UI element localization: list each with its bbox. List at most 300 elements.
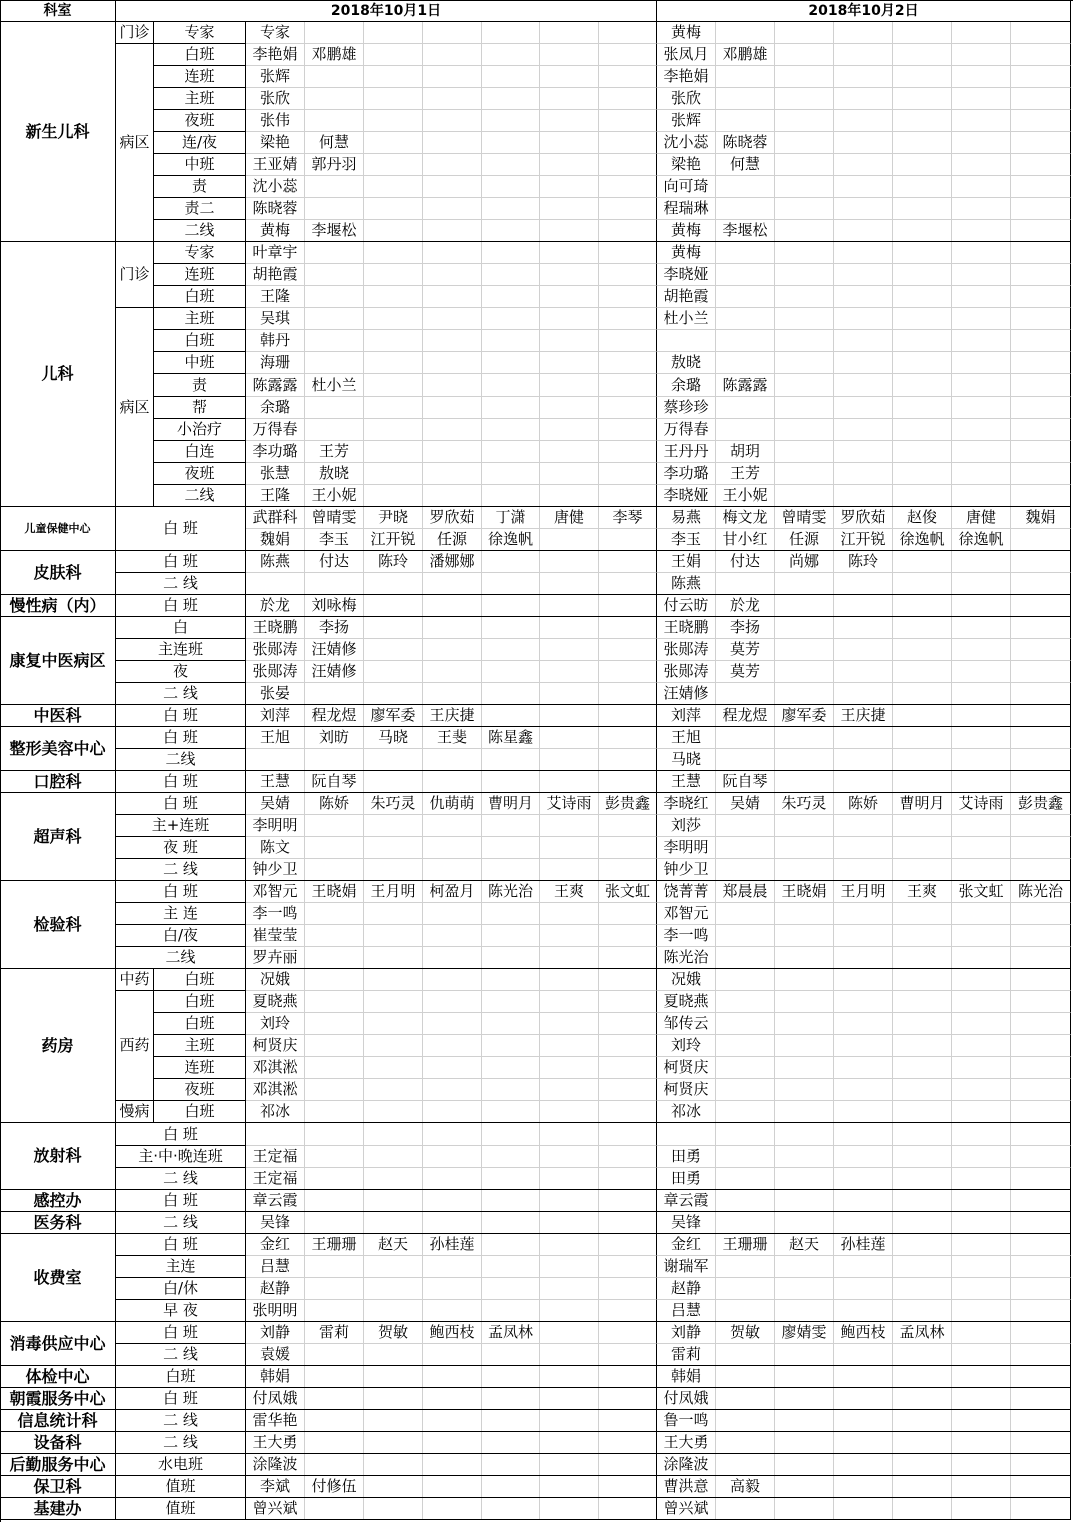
empty-cell (952, 1013, 1011, 1035)
empty-cell (540, 639, 599, 661)
staff-name: 罗卉丽 (246, 947, 305, 969)
staff-name: 崔莹莹 (246, 925, 305, 947)
staff-name: 沈小蕊 (246, 176, 305, 198)
empty-cell (599, 1432, 657, 1454)
empty-cell (540, 1079, 599, 1101)
empty-cell (540, 925, 599, 947)
empty-cell (540, 198, 599, 220)
empty-cell (599, 705, 657, 727)
staff-name: 张欣 (657, 88, 716, 110)
empty-cell (834, 1432, 893, 1454)
empty-cell (893, 1476, 952, 1498)
empty-cell (305, 242, 364, 264)
empty-cell (599, 1079, 657, 1101)
empty-cell (1011, 242, 1071, 264)
shift-label: 夜 (116, 661, 246, 683)
shift-label: 夜班 (154, 1079, 246, 1101)
empty-cell (305, 1079, 364, 1101)
empty-cell (305, 859, 364, 881)
empty-cell (716, 1388, 775, 1410)
empty-cell (834, 1190, 893, 1212)
empty-cell (423, 1035, 482, 1057)
shift-label: 责二 (154, 198, 246, 220)
staff-name: 张慧 (246, 463, 305, 485)
empty-cell (893, 1168, 952, 1190)
empty-cell (364, 661, 423, 683)
empty-cell (893, 727, 952, 749)
dept-name-security: 保卫科 (0, 1476, 116, 1498)
staff-name: 付云昉 (657, 595, 716, 617)
shift-label: 白 班 (116, 551, 246, 573)
empty-cell (716, 1101, 775, 1123)
empty-cell (540, 374, 599, 397)
empty-cell (423, 815, 482, 837)
empty-cell (423, 837, 482, 859)
empty-cell (599, 617, 657, 639)
empty-cell (952, 374, 1011, 397)
empty-cell (540, 88, 599, 110)
empty-cell (893, 242, 952, 264)
empty-cell (364, 154, 423, 176)
shift-label: 白班 (154, 1013, 246, 1035)
empty-cell (775, 903, 834, 925)
empty-cell (716, 286, 775, 308)
empty-cell (834, 1035, 893, 1057)
empty-cell (893, 573, 952, 595)
staff-name: 陈文 (246, 837, 305, 859)
staff-name: 唐健 (952, 507, 1011, 529)
empty-cell (952, 1168, 1011, 1190)
empty-cell (1011, 1256, 1071, 1278)
staff-name: 刘玲 (657, 1035, 716, 1057)
empty-cell (1011, 1035, 1071, 1057)
empty-cell (893, 463, 952, 485)
shift-label: 二 线 (116, 859, 246, 881)
staff-name: 王斐 (423, 727, 482, 749)
empty-cell (893, 639, 952, 661)
empty-cell (952, 1123, 1011, 1146)
empty-cell (305, 88, 364, 110)
staff-name: 尹晓 (364, 507, 423, 529)
department-divider (0, 1189, 1071, 1190)
staff-name: 武群科 (246, 507, 305, 529)
staff-name: 张凤月 (657, 44, 716, 66)
empty-cell (540, 22, 599, 44)
staff-name: 王庆捷 (423, 705, 482, 727)
empty-cell (1011, 352, 1071, 374)
empty-cell (952, 925, 1011, 947)
empty-cell (540, 286, 599, 308)
staff-name: 王珊珊 (305, 1234, 364, 1256)
empty-cell (482, 1476, 540, 1498)
empty-cell (423, 1454, 482, 1476)
staff-name: 曾兴斌 (657, 1498, 716, 1520)
empty-cell (834, 815, 893, 837)
staff-name: 胡艳霞 (657, 286, 716, 308)
empty-cell (952, 397, 1011, 419)
department-divider (0, 506, 1071, 507)
dept-name-pediatrics: 儿科 (0, 242, 116, 507)
empty-cell (540, 683, 599, 705)
empty-cell (716, 1057, 775, 1079)
staff-name: 汪婧修 (305, 661, 364, 683)
staff-name: 张辉 (246, 66, 305, 88)
staff-name: 金红 (246, 1234, 305, 1256)
empty-cell (775, 1366, 834, 1388)
dept-name-sterile: 消毒供应中心 (0, 1322, 116, 1366)
staff-name: 王旭 (246, 727, 305, 749)
empty-cell (893, 352, 952, 374)
empty-cell (540, 1300, 599, 1322)
empty-cell (423, 22, 482, 44)
shift-label: 值班 (116, 1498, 246, 1520)
empty-cell (893, 22, 952, 44)
staff-name: 雷华艳 (246, 1410, 305, 1432)
empty-cell (423, 749, 482, 771)
empty-cell (952, 859, 1011, 881)
staff-name: 陈燕 (657, 573, 716, 595)
empty-cell (599, 44, 657, 66)
staff-name: 黄梅 (657, 220, 716, 242)
empty-cell (1011, 44, 1071, 66)
empty-cell (599, 947, 657, 969)
empty-cell (893, 947, 952, 969)
header-dept: 科室 (0, 0, 116, 22)
empty-cell (775, 397, 834, 419)
empty-cell (423, 132, 482, 154)
empty-cell (540, 1101, 599, 1123)
staff-name: 程龙煜 (716, 705, 775, 727)
staff-name: 郭丹羽 (305, 154, 364, 176)
empty-cell (775, 1498, 834, 1520)
empty-cell (893, 1454, 952, 1476)
empty-cell (364, 903, 423, 925)
staff-name: 付修伍 (305, 1476, 364, 1498)
empty-cell (834, 330, 893, 352)
empty-cell (834, 1123, 893, 1146)
staff-name: 陈露露 (716, 374, 775, 397)
empty-cell (775, 242, 834, 264)
empty-cell (952, 617, 1011, 639)
empty-cell (540, 1190, 599, 1212)
empty-cell (952, 176, 1011, 198)
empty-cell (952, 683, 1011, 705)
empty-cell (716, 969, 775, 991)
empty-cell (423, 397, 482, 419)
empty-cell (893, 264, 952, 286)
empty-cell (775, 617, 834, 639)
staff-name: 海珊 (246, 352, 305, 374)
empty-cell (364, 397, 423, 419)
empty-cell (1011, 154, 1071, 176)
empty-cell (834, 639, 893, 661)
empty-cell (716, 1278, 775, 1300)
empty-cell (952, 1256, 1011, 1278)
staff-name: 田勇 (657, 1146, 716, 1168)
staff-name: 饶菁菁 (657, 881, 716, 903)
empty-cell (482, 1212, 540, 1234)
empty-cell (482, 617, 540, 639)
staff-name: 李一鸣 (657, 925, 716, 947)
staff-name: 廖军委 (775, 705, 834, 727)
empty-cell (952, 441, 1011, 463)
empty-cell (716, 1079, 775, 1101)
staff-name: 丁潇 (482, 507, 540, 529)
empty-cell (305, 925, 364, 947)
staff-name: 王芳 (305, 441, 364, 463)
empty-cell (1011, 1498, 1071, 1520)
shift-label: 二线 (154, 220, 246, 242)
staff-name: 雷莉 (657, 1344, 716, 1366)
empty-cell (952, 1388, 1011, 1410)
dept-name-infection: 感控办 (0, 1190, 116, 1212)
empty-cell (540, 529, 599, 551)
empty-cell (364, 639, 423, 661)
empty-cell (893, 1366, 952, 1388)
empty-cell (1011, 705, 1071, 727)
empty-cell (364, 947, 423, 969)
empty-cell (305, 264, 364, 286)
empty-cell (364, 286, 423, 308)
staff-name: 张文虹 (952, 881, 1011, 903)
empty-cell (893, 485, 952, 507)
empty-cell (599, 991, 657, 1013)
empty-cell (599, 1410, 657, 1432)
shift-label: 二线 (116, 947, 246, 969)
empty-cell (540, 947, 599, 969)
empty-cell (775, 1256, 834, 1278)
empty-cell (834, 1278, 893, 1300)
empty-cell (952, 749, 1011, 771)
empty-cell (599, 551, 657, 573)
empty-cell (716, 1146, 775, 1168)
staff-name: 王娟 (657, 551, 716, 573)
empty-cell (305, 308, 364, 330)
empty-cell (599, 1146, 657, 1168)
empty-cell (305, 1035, 364, 1057)
staff-name: 陈光治 (482, 881, 540, 903)
empty-cell (1011, 1146, 1071, 1168)
empty-cell (893, 176, 952, 198)
empty-cell (1011, 1168, 1071, 1190)
shift-label: 二 线 (116, 1212, 246, 1234)
empty-cell (482, 264, 540, 286)
empty-cell (540, 727, 599, 749)
department-divider (0, 1409, 1071, 1410)
empty-cell (423, 903, 482, 925)
empty-cell (834, 1366, 893, 1388)
empty-cell (657, 330, 716, 352)
empty-cell (364, 1168, 423, 1190)
dept-name-medical-affairs: 医务科 (0, 1212, 116, 1234)
staff-name: 付凤娥 (246, 1388, 305, 1410)
dept-name-radiology: 放射科 (0, 1123, 116, 1190)
empty-cell (775, 925, 834, 947)
empty-cell (952, 771, 1011, 793)
empty-cell (482, 374, 540, 397)
staff-name: 钟少卫 (246, 859, 305, 881)
empty-cell (1011, 220, 1071, 242)
empty-cell (775, 485, 834, 507)
empty-cell (952, 110, 1011, 132)
empty-cell (540, 969, 599, 991)
empty-cell (952, 705, 1011, 727)
empty-cell (1011, 947, 1071, 969)
empty-cell (834, 837, 893, 859)
empty-cell (482, 925, 540, 947)
empty-cell (775, 749, 834, 771)
staff-name: 王晓娟 (305, 881, 364, 903)
empty-cell (1011, 1322, 1071, 1344)
empty-cell (364, 617, 423, 639)
staff-name: 李一鸣 (246, 903, 305, 925)
department-divider (0, 594, 1071, 595)
staff-name: 吴锋 (246, 1212, 305, 1234)
empty-cell (423, 991, 482, 1013)
staff-name: 唐健 (540, 507, 599, 529)
empty-cell (305, 1146, 364, 1168)
staff-name: 金红 (657, 1234, 716, 1256)
empty-cell (364, 1278, 423, 1300)
empty-cell (775, 44, 834, 66)
empty-cell (834, 925, 893, 947)
empty-cell (716, 683, 775, 705)
empty-cell (834, 749, 893, 771)
empty-cell (482, 1079, 540, 1101)
empty-cell (423, 176, 482, 198)
empty-cell (423, 1168, 482, 1190)
staff-name: 贺敏 (364, 1322, 423, 1344)
empty-cell (952, 727, 1011, 749)
empty-cell (423, 1432, 482, 1454)
empty-cell (364, 198, 423, 220)
empty-cell (834, 859, 893, 881)
staff-name: 万得春 (657, 419, 716, 441)
empty-cell (540, 176, 599, 198)
empty-cell (834, 1057, 893, 1079)
empty-cell (482, 1035, 540, 1057)
empty-cell (1011, 1432, 1071, 1454)
staff-name: 陈玲 (364, 551, 423, 573)
staff-name: 章云霞 (657, 1190, 716, 1212)
empty-cell (834, 198, 893, 220)
empty-cell (775, 1388, 834, 1410)
staff-name: 王爽 (893, 881, 952, 903)
staff-name: 张郧涛 (246, 661, 305, 683)
staff-name: 涂隆波 (657, 1454, 716, 1476)
empty-cell (1011, 463, 1071, 485)
empty-cell (482, 1101, 540, 1123)
empty-cell (893, 154, 952, 176)
empty-cell (1011, 1344, 1071, 1366)
empty-cell (716, 925, 775, 947)
empty-cell (834, 286, 893, 308)
empty-cell (423, 220, 482, 242)
department-divider (0, 880, 1071, 881)
staff-name: 付凤娥 (657, 1388, 716, 1410)
empty-cell (952, 969, 1011, 991)
empty-cell (775, 154, 834, 176)
empty-cell (482, 1234, 540, 1256)
empty-cell (540, 44, 599, 66)
empty-cell (893, 991, 952, 1013)
staff-name: 陈娇 (305, 793, 364, 815)
shift-label: 白连 (154, 441, 246, 463)
empty-cell (599, 573, 657, 595)
area-label: 西药 (116, 991, 154, 1101)
staff-name: 王晓鹏 (246, 617, 305, 639)
staff-name: 吴婧 (716, 793, 775, 815)
dept-name-tcm: 中医科 (0, 705, 116, 727)
empty-cell (1011, 110, 1071, 132)
shift-label: 夜 班 (116, 837, 246, 859)
empty-cell (1011, 66, 1071, 88)
empty-cell (1011, 1476, 1071, 1498)
empty-cell (893, 1300, 952, 1322)
empty-cell (1011, 485, 1071, 507)
empty-cell (305, 947, 364, 969)
empty-cell (1011, 1366, 1071, 1388)
staff-name: 李扬 (716, 617, 775, 639)
dept-name-zhaoxia: 朝霞服务中心 (0, 1388, 116, 1410)
empty-cell (423, 44, 482, 66)
empty-cell (716, 1432, 775, 1454)
department-divider (0, 1475, 1071, 1476)
empty-cell (834, 1410, 893, 1432)
empty-cell (716, 264, 775, 286)
empty-cell (599, 88, 657, 110)
dept-name-neonatal: 新生儿科 (0, 22, 116, 242)
empty-cell (599, 1300, 657, 1322)
empty-cell (599, 286, 657, 308)
empty-cell (540, 1344, 599, 1366)
staff-name: 徐逸帆 (482, 529, 540, 551)
staff-name: 吕慧 (246, 1256, 305, 1278)
empty-cell (482, 1300, 540, 1322)
staff-name: 张郧涛 (657, 661, 716, 683)
empty-cell (893, 1079, 952, 1101)
empty-cell (716, 1013, 775, 1035)
empty-cell (599, 837, 657, 859)
shift-label: 主连班 (116, 639, 246, 661)
dept-name-rehab-tcm: 康复中医病区 (0, 617, 116, 705)
staff-name: 陈露露 (246, 374, 305, 397)
staff-name: 魏娟 (246, 529, 305, 551)
empty-cell (834, 132, 893, 154)
empty-cell (893, 1410, 952, 1432)
empty-cell (1011, 969, 1071, 991)
empty-cell (1011, 815, 1071, 837)
staff-name: 任源 (423, 529, 482, 551)
staff-name: 陈燕 (246, 551, 305, 573)
empty-cell (893, 1101, 952, 1123)
department-divider (0, 968, 1071, 969)
empty-cell (834, 727, 893, 749)
empty-cell (540, 485, 599, 507)
empty-cell (364, 837, 423, 859)
empty-cell (423, 1498, 482, 1520)
empty-cell (834, 1101, 893, 1123)
empty-cell (775, 198, 834, 220)
staff-name: 曾晴雯 (775, 507, 834, 529)
empty-cell (305, 1498, 364, 1520)
empty-cell (540, 1123, 599, 1146)
staff-name: 罗欣茹 (423, 507, 482, 529)
empty-cell (952, 815, 1011, 837)
empty-cell (1011, 573, 1071, 595)
staff-name: 李功璐 (657, 463, 716, 485)
staff-name: 王庆捷 (834, 705, 893, 727)
